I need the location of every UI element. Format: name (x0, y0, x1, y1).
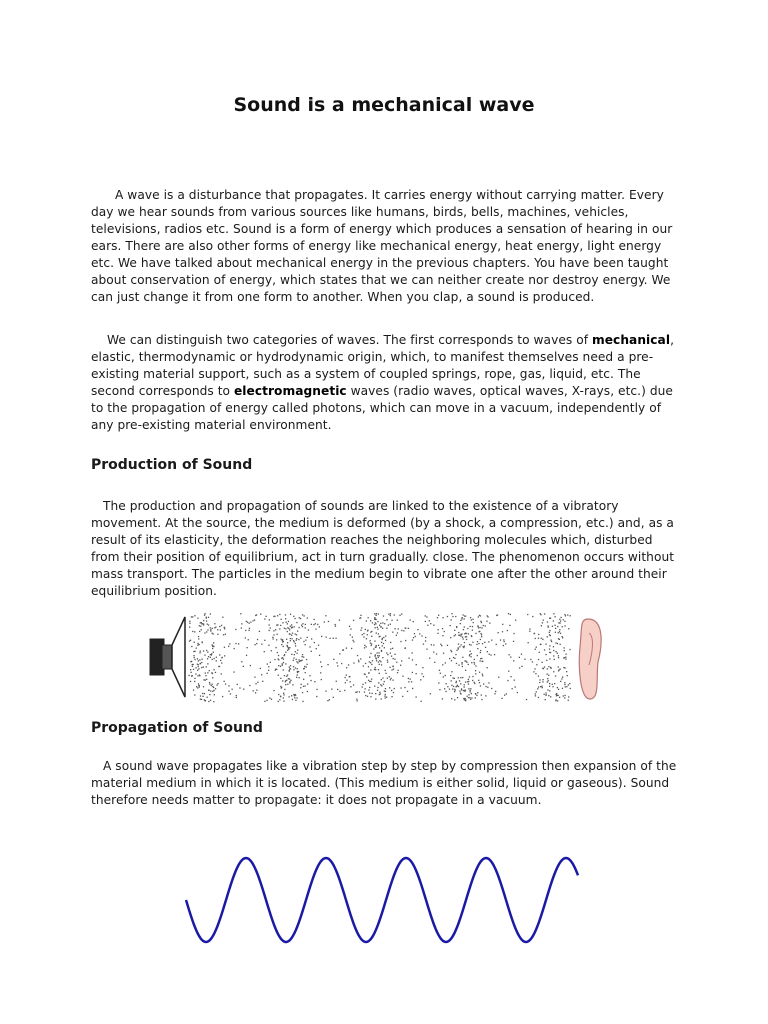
intro-p2-text-c: waves (radio waves, optical waves, X-rays, etc.) due to the propagation of energy called photons, which can move in a vacuum, independently of any pre-existing material environment. (91, 384, 673, 432)
air-particles (188, 613, 571, 702)
term-electromagnetic: electromagnetic (233, 384, 347, 398)
propagation-paragraph: A sound wave propagates like a vibration step by step by compression then expansion of the material medium in which it is located. (This medium is either solid, liquid or gaseous). Sound therefore needs matter to propagate: it does not propagate in a vacuum. (91, 759, 677, 807)
intro-paragraph-1: A wave is a disturbance that propagates. It carries energy without carrying matter. Every day we hear sounds from various sources like humans, birds, bells, machines, vehicles, televisions, radios etc. Sound is a form of energy which produces a sensation of hearing in our ears. There are also other forms of energy like mechanical energy, heat energy, light energy etc. We have talked about mechanical energy in the previous chapters. You have been taught about conservation of energy, which states that we can neither create nor destroy energy. We can just change it from one form to another. When you clap, a sound is produced. (91, 188, 673, 304)
section-heading-production: Production of Sound (91, 457, 253, 473)
ear-icon (579, 619, 601, 699)
production-paragraph: The production and propagation of sounds are linked to the existence of a vibratory movement. At the source, the medium is deformed (by a shock, a compression, etc.) and, as a result of its elasticity, the deformation reaches the neighboring molecules which, disturbed from their position of equilibrium, act in turn gradually. close. The phenomenon occurs without mass transport. The particles in the medium begin to vibrate one after the other around their equilibrium position. (91, 499, 675, 598)
intro-p2-text-b: , elastic, thermodynamic or hydrodynamic origin, which, to manifest themselves need a pre-existing material support, such as a system of coupled springs, rope, gas, liquid, etc. The second corresponds to (91, 333, 674, 398)
intro-paragraph-2 (91, 332, 681, 434)
speaker-icon (150, 617, 185, 697)
sine-wave-figure (180, 848, 580, 958)
page-title: Sound is a mechanical wave (233, 94, 535, 116)
intro-p2-text-a: We can distinguish two categories of waves. The first corresponds to waves of (107, 333, 592, 347)
sine-wave-line (186, 858, 578, 942)
section-heading-propagation: Propagation of Sound (91, 720, 263, 736)
sound-wave-particles-figure (140, 607, 610, 707)
term-mechanical: mechanical (591, 333, 671, 347)
